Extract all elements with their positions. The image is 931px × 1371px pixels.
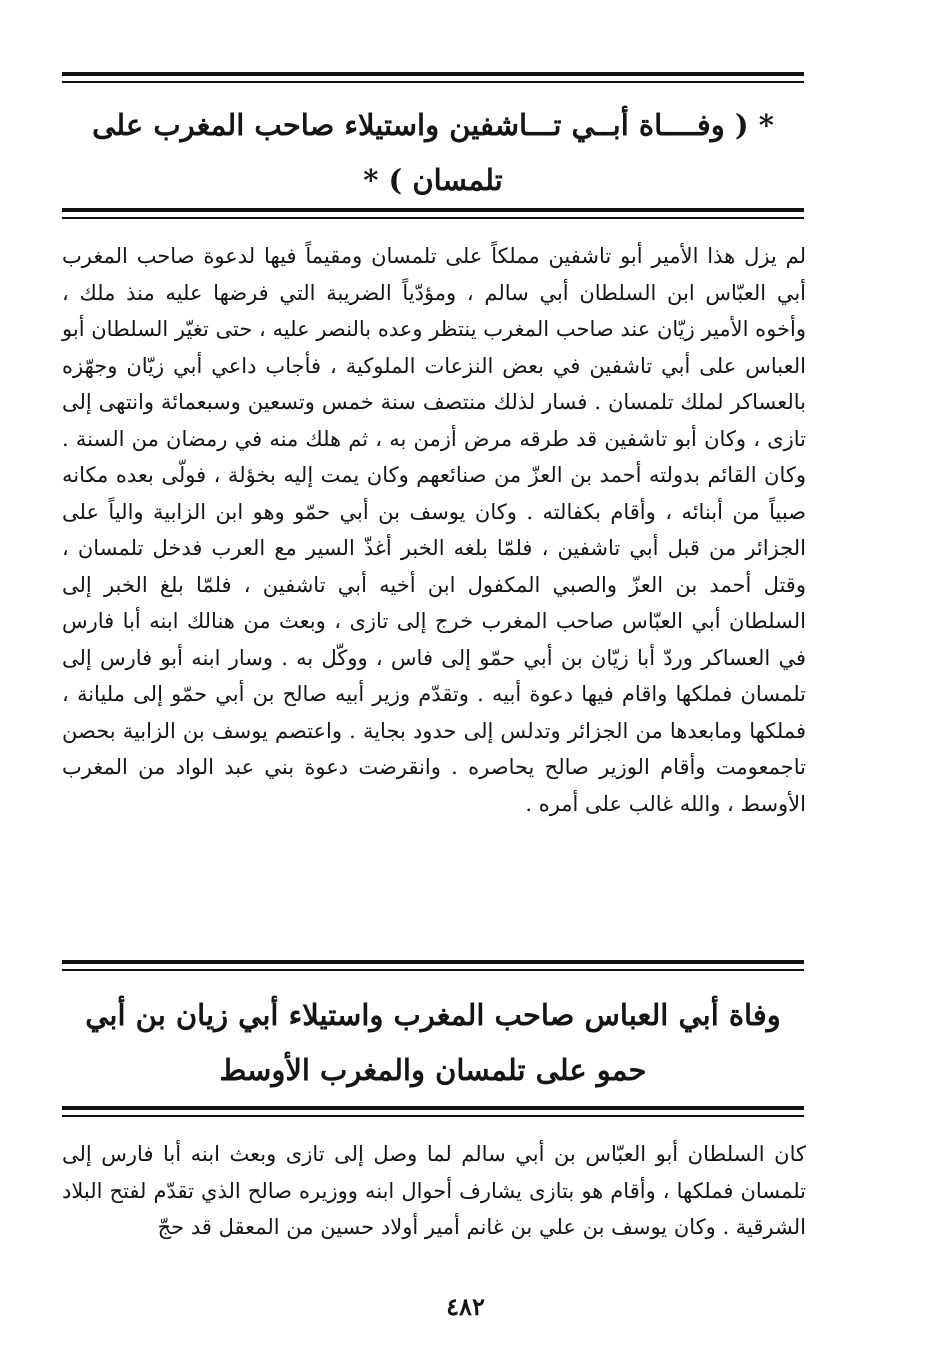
page-number: ٤٨٢ [446, 1292, 485, 1321]
section-title-bottom-rule [62, 208, 804, 222]
section-title-death-of-abu-tashfin: * ( وفــــاة أبــي تـــاشفين واستيلاء صاحب المغرب على تلمسان ) * [92, 108, 774, 197]
paragraph: لم يزل هذا الأمير أبو تاشفين مملكاً على تلمسان ومقيماً فيها لدعوة صاحب المغرب أبي العبّاس ابن السلطان أبي سالم ، ومؤدّياً الضريبة التي فرضها عليه منذ ملك ، وأخوه الأمير زيّان عند صاحب المغرب ينتظر وعده بالنصر عليه ، حتى تغيّر السلطان أبو العباس على أبي تاشفين في بعض النزعات الملوكية ، فأجاب داعي أبي زيّان وجهّزه بالعساكر لملك تلمسان . فسار لذلك منتصف سنة خمس وتسعين وسبعمائة وانتهى إلى تازى ، وكان أبو تاشفين قد طرقه مرض أزمن به ، ثم هلك منه في رمضان من السنة . وكان القائم بدولته أحمد بن العزّ من صنائعهم وكان يمت إليه بخؤلة ، فولّى بعده مكانه صبياً من أبنائه ، وأقام بكفالته . وكان يوسف بن أبي حمّو وهو ابن الزابية والياً على الجزائر من قبل أبي تاشفين ، فلمّا بلغه الخبر أغذّ السير مع العرب فدخل تلمسان ، وقتل أحمد بن العزّ والصبي المكفول ابن أخيه أبي تاشفين ، فلمّا بلغ الخبر إلى السلطان أبي العبّاس صاحب المغرب خرج إلى تازى ، وبعث من هنالك ابنه أبا فارس في العساكر وردّ أبا زيّان بن أبي حمّو إلى فاس ، ووكّل به . وسار ابنه أبو فارس إلى تلمسان فملكها واقام فيها دعوة أبيه . وتقدّم وزير أبيه صالح بن أبي حمّو إلى مليانة ، فملكها ومابعدها من الجزائر وتدلس إلى حدود بجاية . واعتصم يوسف بن الزابية بحصن تاجمعومت وأقام الوزير صالح يحاصره . وانقرضت دعوة بني عبد الواد من المغرب الأوسط ، والله غالب على أمره . [62, 244, 806, 816]
paragraph: كان السلطان أبو العبّاس بن أبي سالم لما وصل إلى تازى وبعث ابنه أبا فارس إلى تلمسان فملكها ، وأقام هو بتازى يشارف أحوال ابنه ووزيره صالح الذي تقدّم لفتح البلاد الشرقية . وكان يوسف بن علي بن غانم أمير أولاد حسين من المعقل قد حجّ [62, 1142, 806, 1239]
section-body-abu-tashfin [62, 238, 806, 822]
top-double-rule [62, 72, 804, 86]
section2-bottom-rule [62, 1106, 804, 1120]
section2-top-rule [62, 960, 804, 974]
section-title-death-of-abu-al-abbas: وفاة أبي العباس صاحب المغرب واستيلاء أبي زيان بن أبي حمو على تلمسان والمغرب الأوسط [85, 998, 781, 1087]
section-body-abu-al-abbas [62, 1136, 806, 1246]
